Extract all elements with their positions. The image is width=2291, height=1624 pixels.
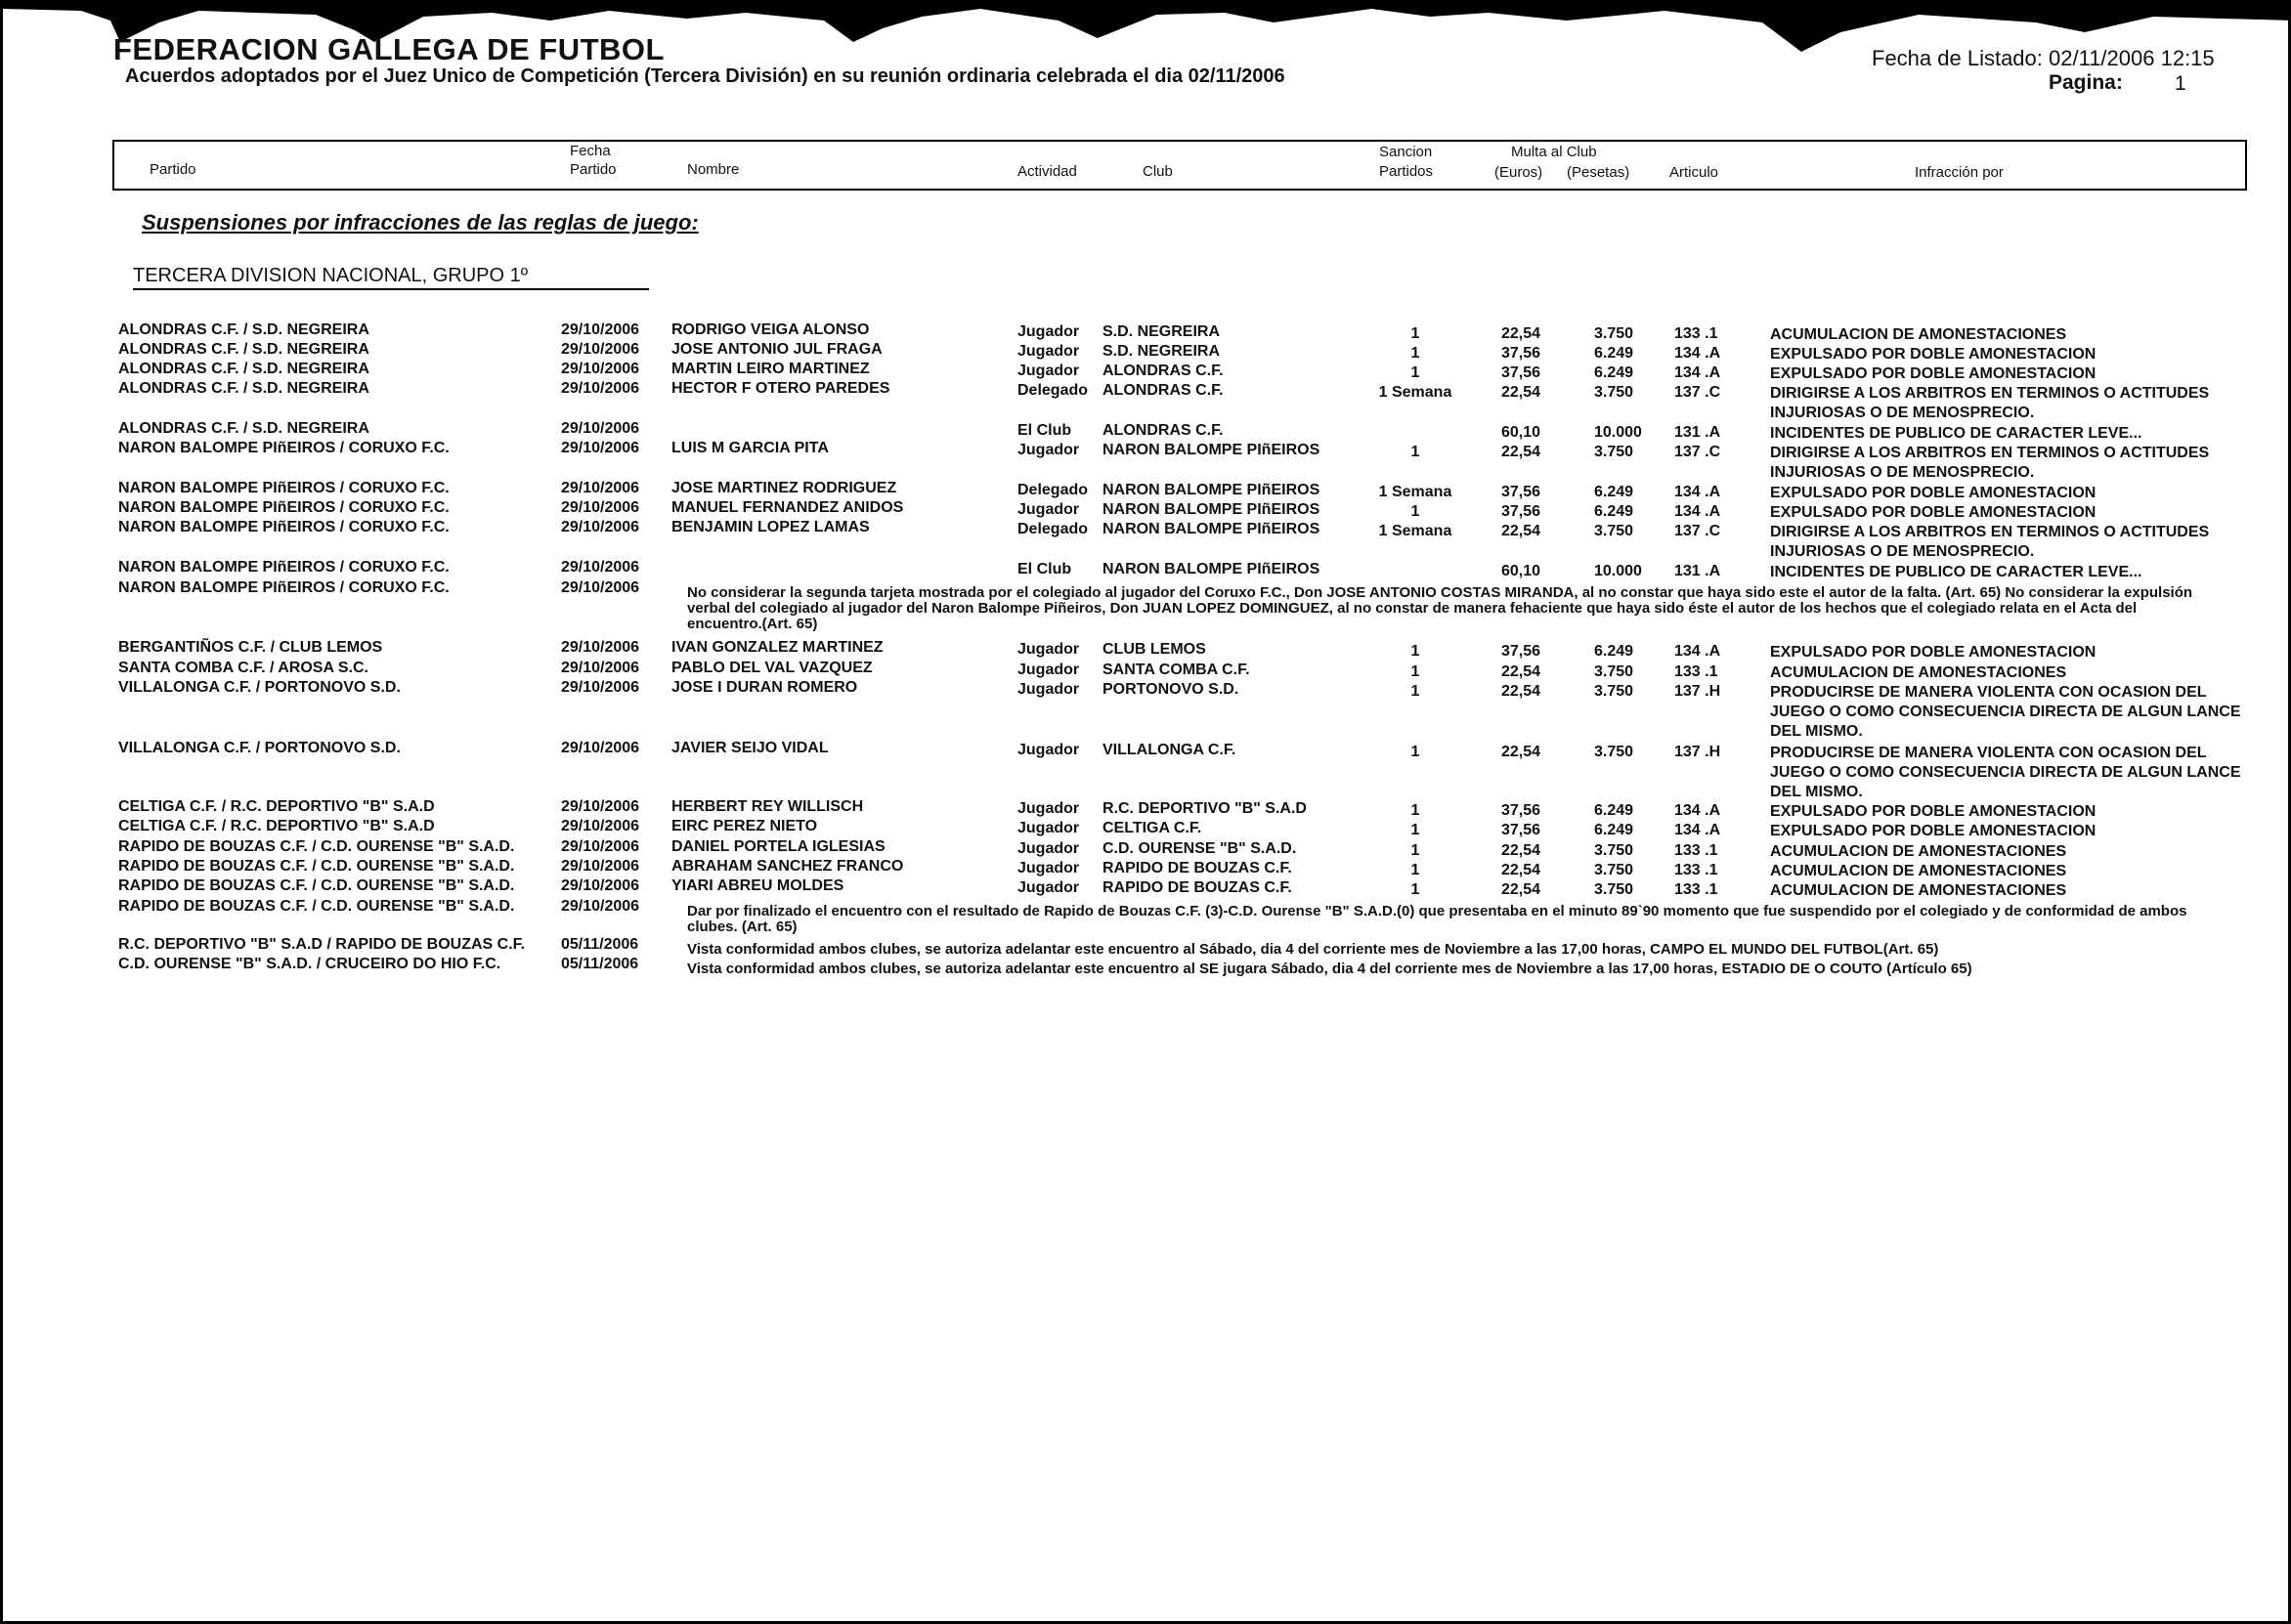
row-partido: ALONDRAS C.F. / S.D. NEGREIRA xyxy=(118,361,369,377)
row-infraccion: ACUMULACION DE AMONESTACIONES xyxy=(1770,882,2067,899)
row-sancion: 1 xyxy=(1410,842,1420,859)
row-fecha: 29/10/2006 xyxy=(561,321,640,338)
row-nombre: ABRAHAM SANCHEZ FRANCO xyxy=(671,858,904,875)
page-title: FEDERACION GALLEGA DE FUTBOL xyxy=(113,32,665,66)
row-sancion: 1 xyxy=(1410,503,1420,520)
col-sancion-bottom: Partidos xyxy=(1379,163,1434,180)
row-partido: C.D. OURENSE "B" S.A.D. / CRUCEIRO DO HIO F.C. xyxy=(118,956,501,972)
row-club: NARON BALOMPE PIñEIROS xyxy=(1102,482,1320,498)
row-articulo: 133 .1 xyxy=(1674,881,1718,898)
page-label: Pagina: xyxy=(2049,71,2123,94)
row-partido: NARON BALOMPE PIñEIROS / CORUXO F.C. xyxy=(118,499,450,516)
row-pesetas: 3.750 xyxy=(1594,683,1634,700)
row-pesetas: 10.000 xyxy=(1594,424,1642,441)
col-actividad: Actividad xyxy=(1017,163,1077,180)
row-euros: 22,54 xyxy=(1501,663,1541,680)
row-fecha: 29/10/2006 xyxy=(561,660,640,676)
row-articulo: 133 .1 xyxy=(1674,842,1718,859)
col-nombre: Nombre xyxy=(687,161,740,178)
row-partido: ALONDRAS C.F. / S.D. NEGREIRA xyxy=(118,380,369,397)
row-infraccion: EXPULSADO POR DOBLE AMONESTACION xyxy=(1770,504,2096,521)
page-number: 1 xyxy=(2175,72,2186,95)
row-articulo: 133 .1 xyxy=(1674,862,1718,878)
row-articulo: 131 .A xyxy=(1674,563,1721,579)
row-nombre: RODRIGO VEIGA ALONSO xyxy=(671,321,870,338)
row-actividad: Jugador xyxy=(1017,681,1080,698)
row-euros: 22,54 xyxy=(1501,444,1541,460)
row-euros: 37,56 xyxy=(1501,484,1541,500)
row-fecha: 29/10/2006 xyxy=(561,898,640,915)
row-fecha: 29/10/2006 xyxy=(561,380,640,397)
row-infraccion: DIRIGIRSE A LOS ARBITROS EN TERMINOS O ACTITUDES INJURIOSAS O DE MENOSPRECIO. xyxy=(1770,385,2210,421)
row-sancion: 1 Semana xyxy=(1378,384,1452,401)
row-pesetas: 6.249 xyxy=(1594,484,1634,500)
page-subtitle: Acuerdos adoptados por el Juez Unico de Competición (Tercera División) en su reunión ordinaria celebrada el dia 02/11/2006 xyxy=(125,65,1285,87)
row-fecha: 29/10/2006 xyxy=(561,499,640,516)
row-club: S.D. NEGREIRA xyxy=(1102,323,1221,340)
row-nombre: DANIEL PORTELA IGLESIAS xyxy=(671,838,886,855)
row-partido: RAPIDO DE BOUZAS C.F. / C.D. OURENSE "B" S.A.D. xyxy=(118,898,515,915)
row-partido: NARON BALOMPE PIñEIROS / CORUXO F.C. xyxy=(118,440,450,456)
row-actividad: Jugador xyxy=(1017,860,1080,876)
row-nombre: YIARI ABREU MOLDES xyxy=(671,877,844,894)
row-club: RAPIDO DE BOUZAS C.F. xyxy=(1102,879,1292,896)
row-articulo: 137 .C xyxy=(1674,384,1721,401)
row-articulo: 137 .C xyxy=(1674,523,1721,539)
row-articulo: 134 .A xyxy=(1674,822,1721,838)
row-infraccion: ACUMULACION DE AMONESTACIONES xyxy=(1770,863,2067,879)
row-actividad: Delegado xyxy=(1017,521,1089,537)
row-actividad: Jugador xyxy=(1017,363,1080,379)
row-articulo: 133 .1 xyxy=(1674,663,1718,680)
row-actividad: El Club xyxy=(1017,422,1072,439)
col-fecha-top: Fecha xyxy=(570,143,611,159)
row-actividad: Jugador xyxy=(1017,742,1080,758)
row-articulo: 134 .A xyxy=(1674,345,1721,362)
col-club: Club xyxy=(1143,163,1173,180)
row-partido: R.C. DEPORTIVO "B" S.A.D / RAPIDO DE BOUZAS C.F. xyxy=(118,936,526,953)
row-articulo: 134 .A xyxy=(1674,484,1721,500)
row-articulo: 131 .A xyxy=(1674,424,1721,441)
row-articulo: 137 .H xyxy=(1674,683,1721,700)
row-club: NARON BALOMPE PIñEIROS xyxy=(1102,521,1320,537)
col-multa: Multa al Club xyxy=(1511,144,1597,160)
row-fecha: 29/10/2006 xyxy=(561,341,640,358)
row-partido: CELTIGA C.F. / R.C. DEPORTIVO "B" S.A.D xyxy=(118,818,435,834)
row-infraccion: PRODUCIRSE DE MANERA VIOLENTA CON OCASION DEL JUEGO O COMO CONSECUENCIA DIRECTA DE ALGUN LANCE DEL MISMO. xyxy=(1770,745,2241,800)
row-actividad: Jugador xyxy=(1017,343,1080,360)
row-fecha: 05/11/2006 xyxy=(561,956,639,972)
row-partido: ALONDRAS C.F. / S.D. NEGREIRA xyxy=(118,420,369,437)
row-club: PORTONOVO S.D. xyxy=(1102,681,1239,698)
row-infraccion: EXPULSADO POR DOBLE AMONESTACION xyxy=(1770,803,2096,820)
row-infraccion: DIRIGIRSE A LOS ARBITROS EN TERMINOS O ACTITUDES INJURIOSAS O DE MENOSPRECIO. xyxy=(1770,524,2210,560)
row-partido: CELTIGA C.F. / R.C. DEPORTIVO "B" S.A.D xyxy=(118,798,435,815)
row-pesetas: 3.750 xyxy=(1594,523,1634,539)
row-nombre: JOSE ANTONIO JUL FRAGA xyxy=(671,341,883,358)
row-fecha: 29/10/2006 xyxy=(561,858,640,875)
row-fecha: 29/10/2006 xyxy=(561,679,640,696)
row-euros: 37,56 xyxy=(1501,345,1541,362)
row-partido: ALONDRAS C.F. / S.D. NEGREIRA xyxy=(118,341,369,358)
row-partido: VILLALONGA C.F. / PORTONOVO S.D. xyxy=(118,740,401,756)
row-sancion: 1 xyxy=(1410,325,1420,342)
row-note: Dar por finalizado el encuentro con el resultado de Rapido de Bouzas C.F. (3)-C.D. Ourense "B" S.A.D.(0) que presentaba en el minuto 89`90 momento que fue suspendido por el colegiado y de conformidad de ambos clubes. (Art. 65) xyxy=(687,903,2187,935)
row-club: NARON BALOMPE PIñEIROS xyxy=(1102,442,1320,458)
row-pesetas: 6.249 xyxy=(1594,503,1634,520)
row-pesetas: 3.750 xyxy=(1594,444,1634,460)
row-club: ALONDRAS C.F. xyxy=(1102,382,1224,399)
row-sancion: 1 xyxy=(1410,683,1420,700)
row-actividad: Jugador xyxy=(1017,442,1080,458)
row-partido: SANTA COMBA C.F. / AROSA S.C. xyxy=(118,660,368,676)
group-title: TERCERA DIVISION NACIONAL, GRUPO 1º xyxy=(133,265,529,286)
row-euros: 22,54 xyxy=(1501,744,1541,760)
row-club: C.D. OURENSE "B" S.A.D. xyxy=(1102,840,1297,857)
row-pesetas: 3.750 xyxy=(1594,744,1634,760)
row-sancion: 1 xyxy=(1410,744,1420,760)
row-fecha: 29/10/2006 xyxy=(561,838,640,855)
row-euros: 37,56 xyxy=(1501,643,1541,660)
row-nombre: HECTOR F OTERO PAREDES xyxy=(671,380,890,397)
row-euros: 22,54 xyxy=(1501,862,1541,878)
row-pesetas: 6.249 xyxy=(1594,345,1634,362)
row-club: ALONDRAS C.F. xyxy=(1102,363,1224,379)
row-partido: VILLALONGA C.F. / PORTONOVO S.D. xyxy=(118,679,401,696)
row-nombre: JOSE MARTINEZ RODRIGUEZ xyxy=(671,480,897,496)
row-fecha: 29/10/2006 xyxy=(561,559,640,576)
row-pesetas: 3.750 xyxy=(1594,384,1634,401)
row-euros: 22,54 xyxy=(1501,325,1541,342)
row-pesetas: 6.249 xyxy=(1594,822,1634,838)
row-sancion: 1 xyxy=(1410,643,1420,660)
row-nombre: JOSE I DURAN ROMERO xyxy=(671,679,858,696)
row-sancion: 1 xyxy=(1410,881,1420,898)
row-nombre: PABLO DEL VAL VAZQUEZ xyxy=(671,660,873,676)
row-actividad: Jugador xyxy=(1017,820,1080,836)
row-sancion: 1 xyxy=(1410,345,1420,362)
row-euros: 22,54 xyxy=(1501,842,1541,859)
row-fecha: 29/10/2006 xyxy=(561,361,640,377)
row-infraccion: INCIDENTES DE PUBLICO DE CARACTER LEVE... xyxy=(1770,564,2142,580)
row-nombre: LUIS M GARCIA PITA xyxy=(671,440,829,456)
row-sancion: 1 Semana xyxy=(1378,523,1452,539)
row-infraccion: EXPULSADO POR DOBLE AMONESTACION xyxy=(1770,485,2096,501)
row-euros: 22,54 xyxy=(1501,523,1541,539)
row-partido: RAPIDO DE BOUZAS C.F. / C.D. OURENSE "B" S.A.D. xyxy=(118,877,515,894)
row-actividad: Jugador xyxy=(1017,501,1080,518)
row-pesetas: 6.249 xyxy=(1594,802,1634,819)
col-sancion-top: Sancion xyxy=(1379,144,1433,160)
row-sancion: 1 xyxy=(1410,802,1420,819)
row-club: S.D. NEGREIRA xyxy=(1102,343,1221,360)
row-euros: 22,54 xyxy=(1501,384,1541,401)
row-pesetas: 3.750 xyxy=(1594,663,1634,680)
row-euros: 37,56 xyxy=(1501,364,1541,381)
row-actividad: Jugador xyxy=(1017,800,1080,817)
row-actividad: Jugador xyxy=(1017,323,1080,340)
row-fecha: 29/10/2006 xyxy=(561,519,640,535)
row-partido: RAPIDO DE BOUZAS C.F. / C.D. OURENSE "B" S.A.D. xyxy=(118,858,515,875)
col-fecha-bottom: Partido xyxy=(570,161,617,178)
section-title: Suspensiones por infracciones de las reglas de juego: xyxy=(142,210,699,235)
row-actividad: Jugador xyxy=(1017,641,1080,658)
row-partido: BERGANTIÑOS C.F. / CLUB LEMOS xyxy=(118,639,383,656)
row-infraccion: INCIDENTES DE PUBLICO DE CARACTER LEVE... xyxy=(1770,425,2142,442)
row-fecha: 29/10/2006 xyxy=(561,877,640,894)
row-fecha: 29/10/2006 xyxy=(561,639,640,656)
listing-date: Fecha de Listado: 02/11/2006 12:15 xyxy=(1872,46,2215,70)
row-sancion: 1 xyxy=(1410,444,1420,460)
row-pesetas: 3.750 xyxy=(1594,862,1634,878)
row-fecha: 29/10/2006 xyxy=(561,480,640,496)
row-nombre: HERBERT REY WILLISCH xyxy=(671,798,864,815)
col-articulo: Articulo xyxy=(1669,164,1719,181)
row-partido: NARON BALOMPE PIñEIROS / CORUXO F.C. xyxy=(118,559,450,576)
row-note: Vista conformidad ambos clubes, se autoriza adelantar este encuentro al SE jugara Sábado, dia 4 del corriente mes de Noviembre a las 17,00 horas, ESTADIO DE O COUTO (Artículo 65) xyxy=(687,961,1972,977)
row-pesetas: 3.750 xyxy=(1594,881,1634,898)
row-euros: 60,10 xyxy=(1501,563,1541,579)
row-sancion: 1 Semana xyxy=(1378,484,1452,500)
row-sancion: 1 xyxy=(1410,663,1420,680)
row-euros: 22,54 xyxy=(1501,881,1541,898)
row-articulo: 134 .A xyxy=(1674,503,1721,520)
row-fecha: 29/10/2006 xyxy=(561,440,640,456)
row-pesetas: 3.750 xyxy=(1594,842,1634,859)
row-infraccion: ACUMULACION DE AMONESTACIONES xyxy=(1770,843,2067,860)
row-club: SANTA COMBA C.F. xyxy=(1102,662,1250,678)
row-club: NARON BALOMPE PIñEIROS xyxy=(1102,561,1320,577)
row-infraccion: ACUMULACION DE AMONESTACIONES xyxy=(1770,326,2067,343)
row-nombre: EIRC PEREZ NIETO xyxy=(671,818,818,834)
row-fecha: 05/11/2006 xyxy=(561,936,639,953)
col-infraccion: Infracción por xyxy=(1915,164,2004,181)
row-articulo: 134 .A xyxy=(1674,364,1721,381)
row-club: CELTIGA C.F. xyxy=(1102,820,1202,836)
row-infraccion: DIRIGIRSE A LOS ARBITROS EN TERMINOS O ACTITUDES INJURIOSAS O DE MENOSPRECIO. xyxy=(1770,445,2210,481)
row-euros: 22,54 xyxy=(1501,683,1541,700)
row-club: R.C. DEPORTIVO "B" S.A.D xyxy=(1102,800,1307,817)
row-pesetas: 6.249 xyxy=(1594,364,1634,381)
row-articulo: 137 .H xyxy=(1674,744,1721,760)
row-fecha: 29/10/2006 xyxy=(561,420,640,437)
row-infraccion: EXPULSADO POR DOBLE AMONESTACION xyxy=(1770,644,2096,661)
row-pesetas: 10.000 xyxy=(1594,563,1642,579)
row-euros: 37,56 xyxy=(1501,802,1541,819)
row-infraccion: EXPULSADO POR DOBLE AMONESTACION xyxy=(1770,823,2096,839)
row-articulo: 133 .1 xyxy=(1674,325,1718,342)
row-nombre: IVAN GONZALEZ MARTINEZ xyxy=(671,639,884,656)
row-articulo: 134 .A xyxy=(1674,802,1721,819)
row-sancion: 1 xyxy=(1410,364,1420,381)
row-actividad: El Club xyxy=(1017,561,1072,577)
row-nombre: MARTIN LEIRO MARTINEZ xyxy=(671,361,870,377)
row-euros: 60,10 xyxy=(1501,424,1541,441)
row-note: No considerar la segunda tarjeta mostrada por el colegiado al jugador del Coruxo F.C., Don JOSE ANTONIO COSTAS MIRANDA, al no constar que haya sido este el autor de la falta. (Art. 65) No considerar la expulsión verbal del colegiado al jugador del Naron Balompe Piñeiros, Don JUAN LOPEZ DOMINGUEZ, al no constar de manera fehaciente que haya sido éste el autor de los hechos que el colegiado relata en el Acta del encuentro.(Art. 65) xyxy=(687,584,2193,632)
row-fecha: 29/10/2006 xyxy=(561,740,640,756)
row-articulo: 137 .C xyxy=(1674,444,1721,460)
row-partido: NARON BALOMPE PIñEIROS / CORUXO F.C. xyxy=(118,480,450,496)
row-nombre: MANUEL FERNANDEZ ANIDOS xyxy=(671,499,904,516)
row-club: CLUB LEMOS xyxy=(1102,641,1206,658)
col-euros: (Euros) xyxy=(1494,164,1543,181)
row-actividad: Jugador xyxy=(1017,662,1080,678)
row-fecha: 29/10/2006 xyxy=(561,798,640,815)
row-partido: ALONDRAS C.F. / S.D. NEGREIRA xyxy=(118,321,369,338)
row-partido: RAPIDO DE BOUZAS C.F. / C.D. OURENSE "B" S.A.D. xyxy=(118,838,515,855)
row-infraccion: ACUMULACION DE AMONESTACIONES xyxy=(1770,664,2067,681)
row-actividad: Delegado xyxy=(1017,482,1089,498)
row-actividad: Delegado xyxy=(1017,382,1089,399)
col-partido: Partido xyxy=(150,161,196,178)
group-underline xyxy=(133,288,649,290)
row-nombre: BENJAMIN LOPEZ LAMAS xyxy=(671,519,870,535)
row-infraccion: EXPULSADO POR DOBLE AMONESTACION xyxy=(1770,346,2096,363)
row-note: Vista conformidad ambos clubes, se autoriza adelantar este encuentro al Sábado, dia 4 del corriente mes de Noviembre a las 17,00 horas, CAMPO EL MUNDO DEL FUTBOL(Art. 65) xyxy=(687,941,1939,958)
row-infraccion: PRODUCIRSE DE MANERA VIOLENTA CON OCASION DEL JUEGO O COMO CONSECUENCIA DIRECTA DE ALGUN LANCE DEL MISMO. xyxy=(1770,684,2241,740)
row-fecha: 29/10/2006 xyxy=(561,579,640,596)
row-fecha: 29/10/2006 xyxy=(561,818,640,834)
row-actividad: Jugador xyxy=(1017,840,1080,857)
row-articulo: 134 .A xyxy=(1674,643,1721,660)
row-pesetas: 6.249 xyxy=(1594,643,1634,660)
row-pesetas: 3.750 xyxy=(1594,325,1634,342)
row-partido: NARON BALOMPE PIñEIROS / CORUXO F.C. xyxy=(118,579,450,596)
row-club: VILLALONGA C.F. xyxy=(1102,742,1236,758)
row-nombre: JAVIER SEIJO VIDAL xyxy=(671,740,829,756)
row-euros: 37,56 xyxy=(1501,503,1541,520)
row-club: RAPIDO DE BOUZAS C.F. xyxy=(1102,860,1292,876)
row-club: ALONDRAS C.F. xyxy=(1102,422,1224,439)
col-pesetas: (Pesetas) xyxy=(1567,164,1630,181)
row-sancion: 1 xyxy=(1410,822,1420,838)
row-actividad: Jugador xyxy=(1017,879,1080,896)
row-infraccion: EXPULSADO POR DOBLE AMONESTACION xyxy=(1770,365,2096,382)
row-sancion: 1 xyxy=(1410,862,1420,878)
row-club: NARON BALOMPE PIñEIROS xyxy=(1102,501,1320,518)
row-euros: 37,56 xyxy=(1501,822,1541,838)
row-partido: NARON BALOMPE PIñEIROS / CORUXO F.C. xyxy=(118,519,450,535)
